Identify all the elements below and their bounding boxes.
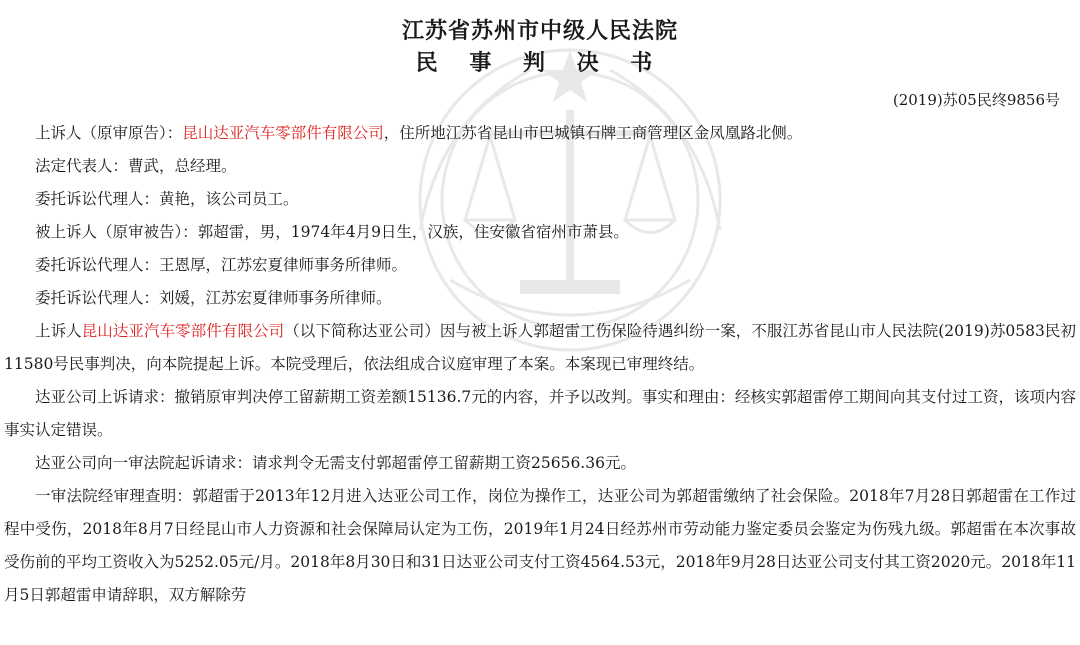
court-name: 江苏省苏州市中级人民法院 [401, 19, 678, 44]
party-agent-2: 委托诉讼代理人：王恩厚，江苏宏夏律师事务所律师。 [35, 256, 408, 274]
paragraph-appeal-request: 达亚公司上诉请求：撤销原审判决停工留薪期工资差额15136.7元的内容，并予以改判。事实和理由：经核实郭超雷停工期间向其支付过工资，该项内容事实认定错误。 [4, 388, 1076, 439]
document-type: 民 事 判 决 书 [415, 51, 665, 76]
party-agent-3: 委托诉讼代理人：刘媛，江苏宏夏律师事务所律师。 [35, 289, 392, 307]
party-agent-1: 委托诉讼代理人：黄艳，该公司员工。 [35, 190, 299, 208]
appellant-company: 昆山达亚汽车零部件有限公司 [182, 124, 384, 142]
party-appellant: 上诉人（原审原告）：昆山达亚汽车零部件有限公司，住所地江苏省昆山市巴城镇石牌工商管理区金凤凰路北侧。 [35, 124, 803, 142]
paragraph-first-claim: 达亚公司向一审法院起诉请求：请求判令无需支付郭超雷停工留薪期工资25656.36元。 [35, 454, 636, 472]
party-legal-rep: 法定代表人：曹武，总经理。 [35, 157, 237, 175]
company-highlight: 昆山达亚汽车零部件有限公司 [81, 322, 285, 340]
judgment-body [4, 117, 1076, 612]
paragraph-case-intro: 上诉人昆山达亚汽车零部件有限公司（以下简称达亚公司）因与被上诉人郭超雷工伤保险待遇纠纷一案，不服江苏省昆山市人民法院(2019)苏0583民初11580号民事判决，向本院提起上诉。本院受理后，依法组成合议庭审理了本案。本案现已审理终结。 [4, 322, 1076, 373]
case-number: (2019)苏05民终9856号 [892, 91, 1060, 109]
party-appellee: 被上诉人（原审被告）：郭超雷，男，1974年4月9日生，汉族，住安徽省宿州市萧县。 [35, 223, 629, 241]
paragraph-facts: 一审法院经审理查明：郭超雷于2013年12月进入达亚公司工作，岗位为操作工，达亚公司为郭超雷缴纳了社会保险。2018年7月28日郭超雷在工作过程中受伤，2018年8月7日经昆山市人力资源和社会保障局认定为工伤，2019年1月24日经苏州市劳动能力鉴定委员会鉴定为伤残九级。郭超雷在本次事故受伤前的平均工资收入为5252.05元/月。2018年8月30日和31日达亚公司支付工资4564.53元，2018年9月28日达亚公司支付其工资2020元。2018年11月5日郭超雷申请辞职，双方解除劳 [4, 487, 1076, 604]
